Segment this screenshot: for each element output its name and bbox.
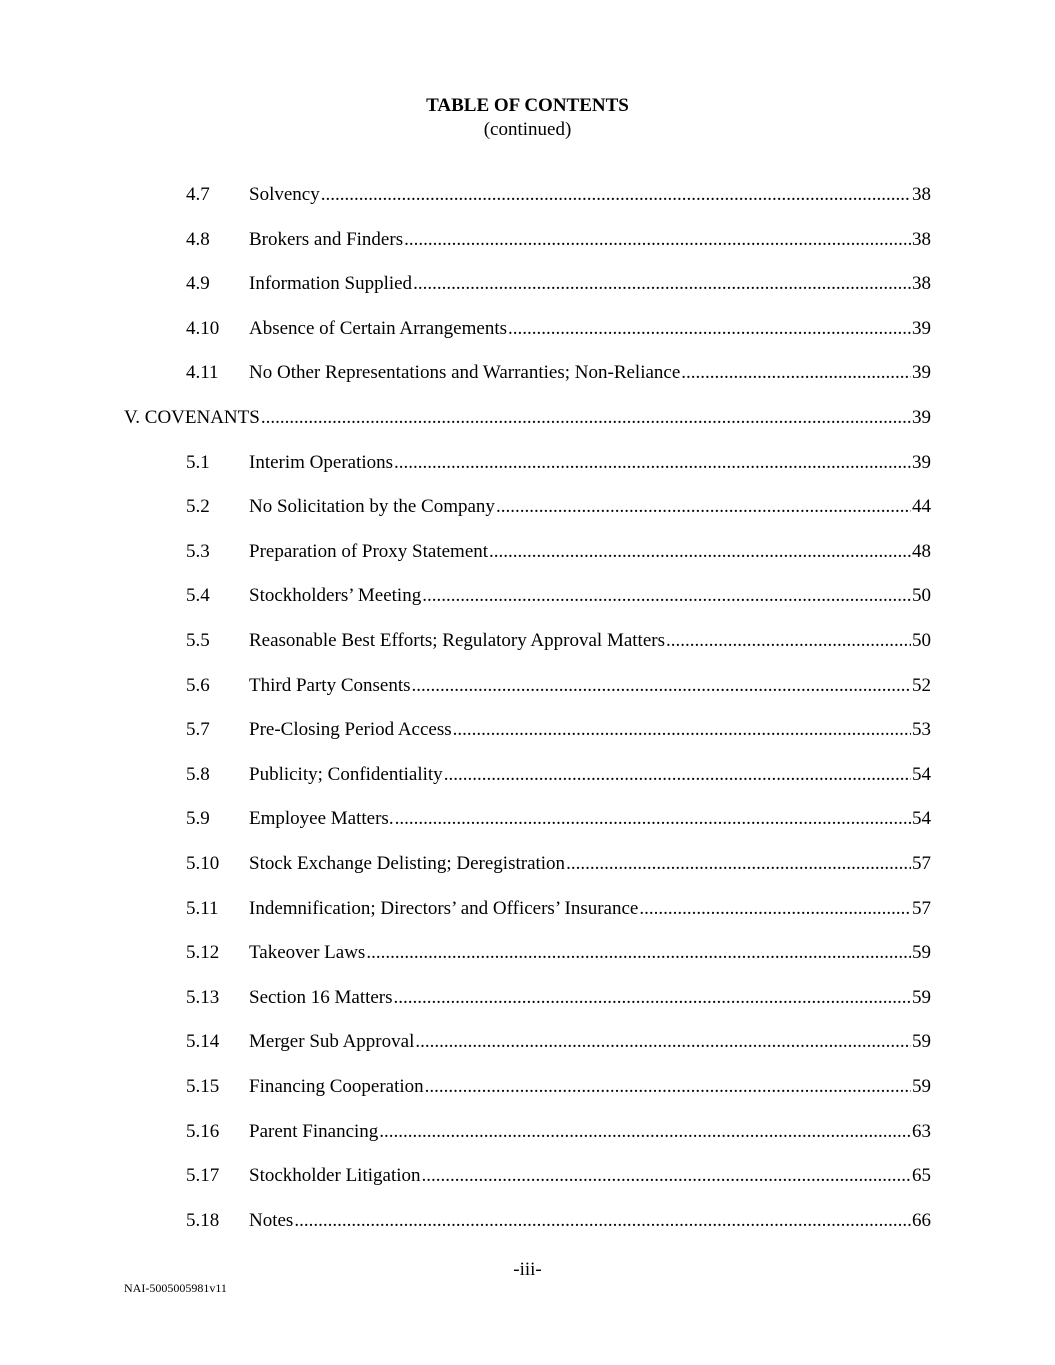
dot-leader bbox=[261, 405, 911, 431]
toc-entry-line bbox=[249, 851, 931, 877]
toc-entry[interactable] bbox=[0, 673, 1055, 699]
dot-leader bbox=[395, 806, 911, 832]
toc-entry-title: No Other Representations and Warranties; Non-Reliance bbox=[249, 362, 681, 384]
toc-entry-title: Solvency bbox=[249, 184, 320, 205]
toc-entry-title: Notes bbox=[249, 1209, 294, 1231]
toc-entry-number: 5.13 bbox=[186, 986, 220, 1008]
toc-entry[interactable] bbox=[0, 1074, 1055, 1100]
toc-entry-number: 4.9 bbox=[186, 273, 210, 295]
toc-entry-line bbox=[249, 539, 931, 565]
dot-leader bbox=[415, 1029, 911, 1055]
dot-leader bbox=[639, 896, 911, 922]
toc-entry-number: 4.11 bbox=[186, 362, 219, 384]
toc-entry-line bbox=[249, 762, 931, 788]
dot-leader bbox=[489, 539, 911, 565]
toc-entry[interactable] bbox=[0, 762, 1055, 788]
document-id: NAI-5005005981v11 bbox=[124, 1281, 227, 1295]
toc-entry-title: Indemnification; Directors’ and Officers’ Insurance bbox=[249, 897, 639, 919]
toc-entry-title: No Solicitation by the Company bbox=[249, 496, 495, 518]
toc-entry-page: 52 bbox=[912, 674, 931, 696]
toc-entry-title: Stock Exchange Delisting; Deregistration bbox=[249, 853, 566, 874]
toc-entry[interactable] bbox=[0, 450, 1055, 476]
toc-entry-number: 5.17 bbox=[186, 1165, 220, 1187]
dot-leader bbox=[394, 985, 911, 1011]
toc-entry-page: 54 bbox=[912, 763, 931, 785]
toc-subtitle: (continued) bbox=[483, 119, 572, 140]
toc-entry-page: 39 bbox=[912, 451, 931, 473]
toc-entry-number: 5.9 bbox=[186, 808, 210, 830]
dot-leader bbox=[666, 628, 911, 654]
toc-entry[interactable] bbox=[0, 227, 1055, 253]
toc-entry-line bbox=[124, 405, 931, 431]
toc-entry[interactable] bbox=[0, 271, 1055, 297]
dot-leader bbox=[413, 271, 911, 297]
toc-entry-line bbox=[249, 316, 931, 342]
dot-leader bbox=[681, 360, 911, 386]
dot-leader bbox=[444, 762, 911, 788]
toc-entry-title: Section 16 Matters bbox=[249, 986, 393, 1008]
toc-entry-line bbox=[249, 583, 931, 609]
toc-entry-page: 59 bbox=[912, 1031, 931, 1053]
toc-entry-page: 66 bbox=[912, 1209, 931, 1231]
toc-entry[interactable] bbox=[0, 316, 1055, 342]
toc-entry-title: V. COVENANTS bbox=[124, 407, 260, 428]
toc-entry-number: 5.14 bbox=[186, 1031, 220, 1053]
toc-entry[interactable] bbox=[0, 985, 1055, 1011]
toc-entry-page: 59 bbox=[912, 1076, 931, 1097]
toc-entry-number: 5.2 bbox=[186, 496, 210, 518]
toc-entry-number: 5.1 bbox=[186, 451, 210, 473]
toc-entry-page: 65 bbox=[912, 1165, 931, 1187]
toc-entry-number: 5.16 bbox=[186, 1120, 220, 1142]
toc-title: TABLE OF CONTENTS bbox=[426, 95, 629, 116]
toc-entry-title: Stockholders’ Meeting bbox=[249, 585, 422, 607]
toc-entry-title: Takeover Laws bbox=[249, 942, 366, 964]
dot-leader bbox=[394, 450, 911, 476]
toc-entry-page: 38 bbox=[912, 273, 931, 295]
dot-leader bbox=[422, 1163, 911, 1189]
toc-entry[interactable] bbox=[0, 360, 1055, 386]
toc-entry[interactable] bbox=[0, 628, 1055, 654]
toc-entry-number: 4.7 bbox=[186, 184, 210, 205]
dot-leader bbox=[294, 1208, 911, 1234]
toc-entry-page: 54 bbox=[912, 808, 931, 830]
toc-entry[interactable] bbox=[0, 539, 1055, 565]
toc-entry-line bbox=[249, 717, 931, 743]
toc-entry-number: 5.4 bbox=[186, 585, 210, 607]
toc-entry-number: 4.10 bbox=[186, 317, 220, 339]
toc-entry-title: Information Supplied bbox=[249, 273, 413, 295]
dot-leader bbox=[366, 940, 911, 966]
toc-entry[interactable] bbox=[0, 896, 1055, 922]
dot-leader bbox=[379, 1119, 911, 1145]
toc-entry[interactable] bbox=[0, 1163, 1055, 1189]
toc-entry-title: Financing Cooperation bbox=[249, 1076, 424, 1097]
toc-entry-line bbox=[249, 1119, 931, 1145]
toc-entry[interactable] bbox=[0, 494, 1055, 520]
toc-entry-line bbox=[249, 985, 931, 1011]
dot-leader bbox=[422, 583, 911, 609]
toc-entry-number: 5.3 bbox=[186, 540, 210, 562]
toc-entry-page: 44 bbox=[912, 496, 931, 518]
toc-entry-line bbox=[249, 494, 931, 520]
toc-entry-title: Pre-Closing Period Access bbox=[249, 719, 452, 741]
toc-entry-title: Stockholder Litigation bbox=[249, 1165, 421, 1187]
toc-entry-line bbox=[249, 806, 931, 832]
toc-entry-line bbox=[249, 673, 931, 699]
toc-entry-line bbox=[249, 182, 931, 208]
dot-leader bbox=[321, 182, 911, 208]
toc-entry-number: 5.5 bbox=[186, 630, 210, 651]
toc-entry[interactable] bbox=[0, 940, 1055, 966]
dot-leader bbox=[425, 1074, 911, 1100]
toc-entry-page: 57 bbox=[912, 897, 931, 919]
toc-entry-page: 53 bbox=[912, 719, 931, 741]
dot-leader bbox=[496, 494, 911, 520]
toc-entry[interactable] bbox=[0, 1029, 1055, 1055]
toc-entry-line bbox=[249, 1163, 931, 1189]
toc-entry-number: 5.12 bbox=[186, 942, 220, 964]
toc-entry-line bbox=[249, 628, 931, 654]
toc-entry-number: 4.8 bbox=[186, 228, 210, 250]
toc-entry-line bbox=[249, 1208, 931, 1234]
dot-leader bbox=[404, 227, 911, 253]
toc-section-heading[interactable] bbox=[0, 405, 1055, 431]
toc-entry[interactable] bbox=[0, 583, 1055, 609]
toc-entry[interactable] bbox=[0, 182, 1055, 208]
page-number: -iii- bbox=[513, 1259, 542, 1280]
toc-entry[interactable] bbox=[0, 806, 1055, 832]
toc-entry-title: Reasonable Best Efforts; Regulatory Approval Matters bbox=[249, 630, 665, 651]
toc-entry-title: Third Party Consents bbox=[249, 674, 411, 696]
toc-entry-line bbox=[249, 360, 931, 386]
toc-entry-title: Merger Sub Approval bbox=[249, 1031, 415, 1053]
toc-entry-title: Absence of Certain Arrangements bbox=[249, 317, 507, 339]
toc-entry-line bbox=[249, 1029, 931, 1055]
toc-entry-page: 59 bbox=[912, 986, 931, 1008]
toc-entry-page: 39 bbox=[912, 317, 931, 339]
toc-entry-page: 50 bbox=[912, 630, 931, 651]
toc-entry-number: 5.8 bbox=[186, 763, 210, 785]
toc-entry-title: Employee Matters. bbox=[249, 808, 394, 830]
toc-entry[interactable] bbox=[0, 851, 1055, 877]
toc-entry-page: 48 bbox=[912, 540, 931, 562]
toc-entry-page: 50 bbox=[912, 585, 931, 607]
toc-entry-title: Publicity; Confidentiality bbox=[249, 763, 443, 785]
toc-entry-line bbox=[249, 896, 931, 922]
toc-entry-line bbox=[249, 450, 931, 476]
toc-entry-title: Interim Operations bbox=[249, 451, 394, 473]
toc-entry-title: Parent Financing bbox=[249, 1120, 379, 1142]
toc-entry-number: 5.10 bbox=[186, 853, 220, 874]
toc-entry-page: 38 bbox=[912, 228, 931, 250]
toc-entry-page: 63 bbox=[912, 1120, 931, 1142]
toc-entry[interactable] bbox=[0, 1208, 1055, 1234]
toc-entry-number: 5.11 bbox=[186, 897, 219, 919]
toc-entry-line bbox=[249, 940, 931, 966]
dot-leader bbox=[508, 316, 911, 342]
toc-entry-line bbox=[249, 271, 931, 297]
toc-entry-line bbox=[249, 1074, 931, 1100]
toc-entry-number: 5.15 bbox=[186, 1076, 220, 1097]
toc-entry-line bbox=[249, 227, 931, 253]
dot-leader bbox=[566, 851, 911, 877]
toc-entry-page: 38 bbox=[912, 184, 931, 205]
toc-entry-title: Brokers and Finders bbox=[249, 228, 404, 250]
toc-entry[interactable] bbox=[0, 1119, 1055, 1145]
toc-entry-page: 57 bbox=[912, 853, 931, 874]
toc-entry-number: 5.6 bbox=[186, 674, 210, 696]
toc-entry-page: 39 bbox=[912, 407, 931, 428]
toc-entry-page: 39 bbox=[912, 362, 931, 384]
toc-entry-page: 59 bbox=[912, 942, 931, 964]
toc-entry-title: Preparation of Proxy Statement bbox=[249, 540, 489, 562]
toc-entry-number: 5.7 bbox=[186, 719, 210, 741]
dot-leader bbox=[412, 673, 912, 699]
toc-entry[interactable] bbox=[0, 717, 1055, 743]
toc-entry-number: 5.18 bbox=[186, 1209, 220, 1231]
dot-leader bbox=[453, 717, 911, 743]
